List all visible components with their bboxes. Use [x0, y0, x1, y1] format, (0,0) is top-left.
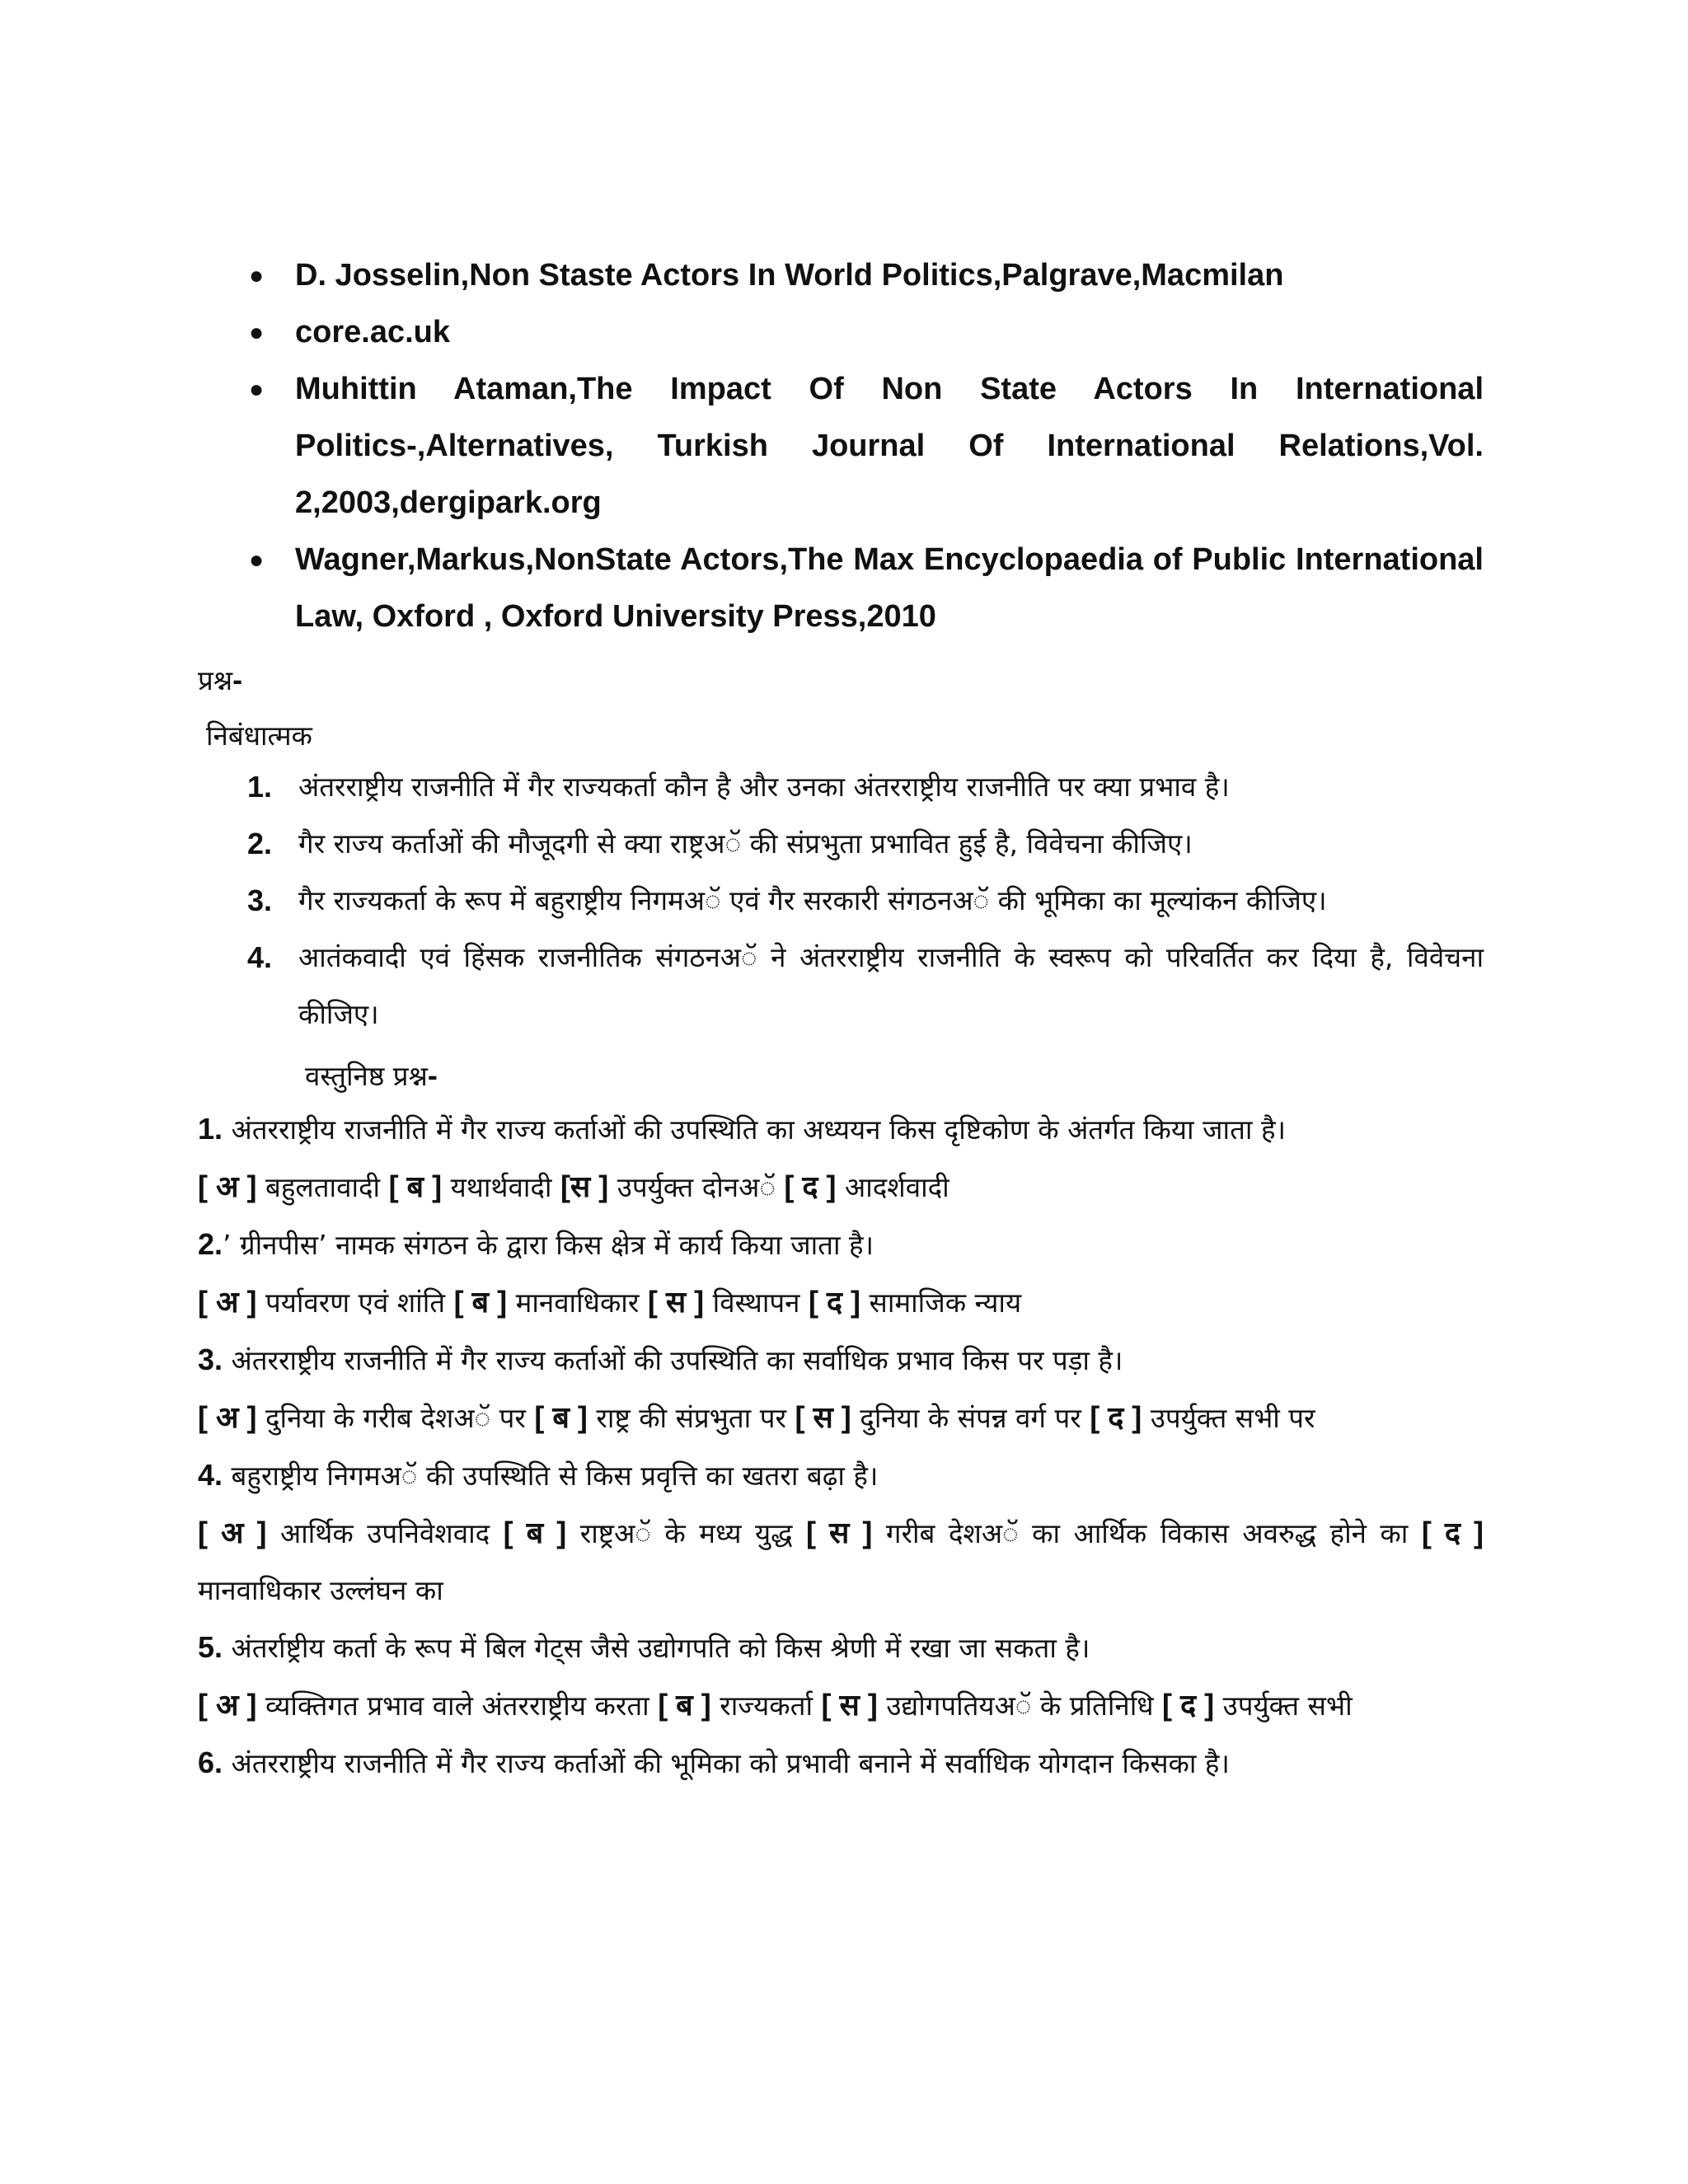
question-options: [ अ ] बहुलतावादी [ ब ] यथार्थवादी [स ] उपर्युक्त दोनअॅ [ द ] आदर्शवादी: [198, 1169, 950, 1203]
bullet-icon: ●: [249, 546, 265, 574]
essay-question: 3. गैर राज्यकर्ता के रूप में बहुराष्ट्रीय निगमअॅ एवं गैर सरकारी संगठनअॅ की भूमिका का मूल्यांकन कीजिए।: [247, 883, 1327, 917]
question-options: [ अ ] आर्थिक उपनिवेशवाद [ ब ] राष्ट्रअॅ के मध्य युद्ध [ स ] गरीब देशअॅ का आर्थिक विकास अवरुद्ध होने का [ द ] मानवाधिकार उल्लंघन का: [198, 1516, 1484, 1606]
reference-item: ● D. Josselin,Non Staste Actors In World Politics,Palgrave,Macmilan: [239, 247, 1484, 304]
essay-label: निबंधात्मक: [206, 719, 312, 752]
objective-question-list: [198, 1100, 1484, 1792]
questions-heading: प्रश्न-: [198, 663, 243, 696]
essay-question: 4. आतंकवादी एवं हिंसक राजनीतिक संगठनअॅ ने अंतरराष्ट्रीय राजनीति के स्वरूप को परिवर्तित कर दिया है, विवेचना कीजिए।: [247, 940, 1484, 1030]
essay-question: 2. गैर राज्य कर्ताओं की मौजूदगी से क्या राष्ट्रअॅ की संप्रभुता प्रभावित हुई है, विवेचना कीजिए।: [247, 827, 1193, 860]
question-text: 3. अंतरराष्ट्रीय राजनीति में गैर राज्य कर्ताओं की उपस्थिति का सर्वाधिक प्रभाव किस पर पड़ा है।: [198, 1343, 1123, 1376]
reference-item: ● core.ac.uk: [239, 304, 1484, 361]
bullet-icon: ●: [249, 319, 265, 346]
bullet-icon: ●: [249, 376, 265, 403]
question-options: [ अ ] दुनिया के गरीब देशअॅ पर [ ब ] राष्ट्र की संप्रभुता पर [ स ] दुनिया के संपन्न वर्ग पर [ द ] उपर्युक्त सभी पर: [198, 1400, 1315, 1434]
question-text: 2.’ ग्रीनपीस’ नामक संगठन के द्वारा किस क्षेत्र में कार्य किया जाता है।: [198, 1227, 874, 1261]
essay-question: 1. अंतरराष्ट्रीय राजनीति में गैर राज्यकर्ता कौन है और उनका अंतरराष्ट्रीय राजनीति पर क्या प्रभाव है।: [247, 770, 1230, 804]
reference-list: [239, 247, 1484, 645]
question-text: 1. अंतरराष्ट्रीय राजनीति में गैर राज्य कर्ताओं की उपस्थिति का अध्ययन किस दृष्टिकोण के अंतर्गत किया जाता है।: [198, 1112, 1286, 1146]
question-text: 4. बहुराष्ट्रीय निगमअॅ की उपस्थिति से किस प्रवृत्ति का खतरा बढ़ा है।: [198, 1458, 879, 1492]
reference-item: ● Wagner,Markus,NonState Actors,The Max Encyclopaedia of Public International Law, Oxford , Oxford University Press,2010: [239, 532, 1484, 645]
question-options: [ अ ] व्यक्तिगत प्रभाव वाले अंतरराष्ट्रीय करता [ ब ] राज्यकर्ता [ स ] उद्योगपतियअॅ के प्रतिनिधि [ द ] उपर्युक्त सभी: [198, 1688, 1353, 1722]
reference-item: ● Muhittin Ataman,The Impact Of Non State Actors In International Politics-,Alternatives, Turkish Journal Of International Relations,Vol. 2,2003,dergipark.org: [239, 361, 1484, 532]
objective-label: वस्तुनिष्ठ प्रश्न-: [305, 1058, 438, 1092]
question-text: 5. अंतर्राष्ट्रीय कर्ता के रूप में बिल गेट्स जैसे उद्योगपति को किस श्रेणी में रखा जा सकता है।: [198, 1630, 1090, 1664]
question-options: [ अ ] पर्यावरण एवं शांति [ ब ] मानवाधिकार [ स ] विस्थापन [ द ] सामाजिक न्याय: [198, 1285, 1022, 1319]
essay-question-list: [247, 758, 1484, 1043]
question-text: 6. अंतरराष्ट्रीय राजनीति में गैर राज्य कर्ताओं की भूमिका को प्रभावी बनाने में सर्वाधिक योगदान किसका है।: [198, 1746, 1230, 1779]
bullet-icon: ●: [249, 262, 265, 289]
